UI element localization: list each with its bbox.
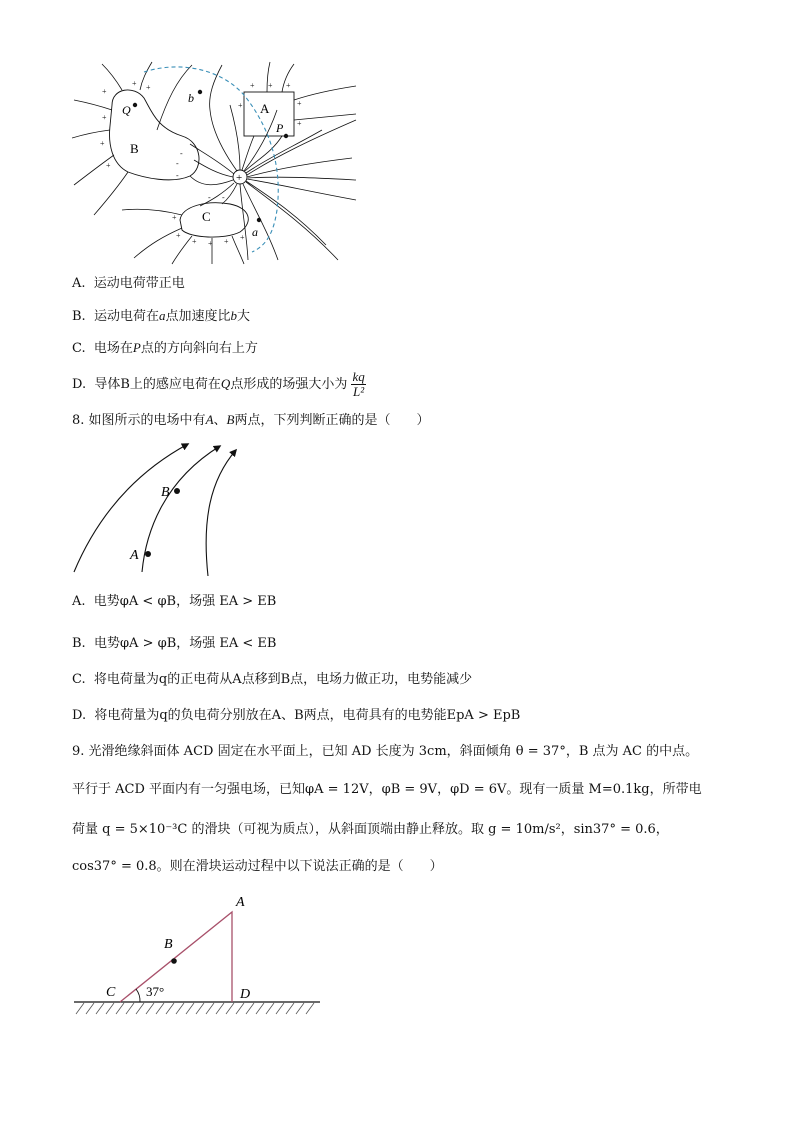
q8-label-a: A	[130, 548, 139, 563]
svg-text:-: -	[222, 193, 225, 202]
label-conductor-c: C	[202, 209, 211, 224]
q8-option-d: D. 将电荷量为q的负电荷分别放在A、B两点，电荷具有的电势能EpA > EpB	[72, 708, 521, 723]
svg-text:+: +	[106, 161, 111, 170]
q8-label-b: B	[161, 485, 170, 500]
q8-stem: 8. 如图所示的电场中有A、B两点，下列判断正确的是（ ）	[72, 412, 430, 428]
svg-text:+: +	[238, 101, 243, 110]
q7-option-c: C. 电场在P点的方向斜向右上方	[72, 340, 258, 356]
trajectory-dashed	[144, 67, 278, 252]
svg-text:+: +	[224, 237, 229, 246]
q9-label-a: A	[236, 895, 245, 910]
svg-text:-: -	[180, 149, 183, 158]
point-a	[257, 218, 261, 222]
svg-text:+: +	[100, 139, 105, 148]
q8-field-line-2	[142, 446, 220, 572]
q9-stem-line3: 荷量 q = 5×10⁻³C 的滑块（可视为质点），从斜面顶端由静止释放。取 g = 10m/s²，sin37° = 0.6，	[72, 822, 669, 837]
q9-angle-arc	[136, 989, 140, 1002]
label-b: b	[188, 91, 194, 105]
label-p: P	[276, 121, 284, 135]
svg-text:+: +	[172, 213, 177, 222]
svg-text:+: +	[176, 231, 181, 240]
svg-text:+: +	[286, 81, 291, 90]
svg-text:+: +	[240, 233, 245, 242]
q8-field-figure	[70, 440, 250, 580]
point-b	[198, 90, 202, 94]
conductor-c-outline	[180, 203, 248, 237]
svg-text:+: +	[268, 81, 273, 90]
q7-option-d: D. 导体B上的感应电荷在Q点形成的场强大小为 $\frac{kq}{\text{L²}}$	[72, 369, 365, 399]
svg-text:-: -	[176, 159, 179, 168]
q8-point-a	[145, 551, 151, 557]
svg-text:+: +	[132, 79, 137, 88]
q9-label-b: B	[164, 937, 173, 952]
point-q	[133, 103, 137, 107]
svg-text:+: +	[192, 237, 197, 246]
q7-option-a: A. 运动电荷带正电	[72, 276, 185, 291]
q8-option-a: A. 电势φA < φB，场强 EA > EB	[72, 594, 277, 609]
svg-text:+: +	[208, 239, 213, 248]
q9-label-c: C	[106, 985, 116, 1000]
point-p	[284, 134, 288, 138]
q9-incline-figure	[70, 888, 330, 1023]
label-conductor-a: A	[260, 101, 270, 116]
svg-text:+: +	[250, 81, 255, 90]
label-q: Q	[122, 103, 131, 117]
q7-d-fraction: $\frac{kq}{\text{L²}}$	[352, 369, 365, 399]
q9-stem-line2: 平行于 ACD 平面内有一匀强电场，已知φA = 12V，φB = 9V，φD = 6V。现有一质量 M=0.1kg，所带电	[72, 782, 702, 797]
label-conductor-b: B	[130, 141, 139, 156]
svg-text:+: +	[146, 83, 151, 92]
q9-label-d: D	[240, 987, 251, 1002]
svg-text:+: +	[102, 113, 107, 122]
svg-text:-: -	[176, 171, 179, 180]
q8-point-b	[174, 488, 180, 494]
label-center-charge: +	[236, 172, 243, 184]
q8-field-line-3	[206, 450, 236, 576]
q9-ground-hatch	[76, 1003, 314, 1014]
q9-point-b	[171, 958, 177, 964]
svg-text:+: +	[102, 87, 107, 96]
q8-option-b: B. 电势φA > φB，场强 EA < EB	[72, 636, 277, 651]
svg-text:+: +	[297, 99, 302, 108]
svg-text:+: +	[297, 119, 302, 128]
q9-stem-line1: 9. 光滑绝缘斜面体 ACD 固定在水平面上，已知 AD 长度为 3cm，斜面倾角 θ = 37°，B 点为 AC 的中点。	[72, 744, 699, 759]
svg-text:-: -	[208, 193, 211, 202]
q9-stem-line4: cos37° = 0.8。则在滑块运动过程中以下说法正确的是（ ）	[72, 859, 443, 874]
label-a: a	[252, 225, 258, 239]
field-lines-figure	[72, 60, 362, 265]
q9-label-angle: 37°	[146, 984, 165, 999]
q9-triangle	[120, 912, 232, 1002]
q8-option-c: C. 将电荷量为q的正电荷从A点移到B点，电场力做正功，电势能减少	[72, 672, 473, 687]
q7-option-b: B. 运动电荷在a点加速度比b大	[72, 308, 250, 324]
